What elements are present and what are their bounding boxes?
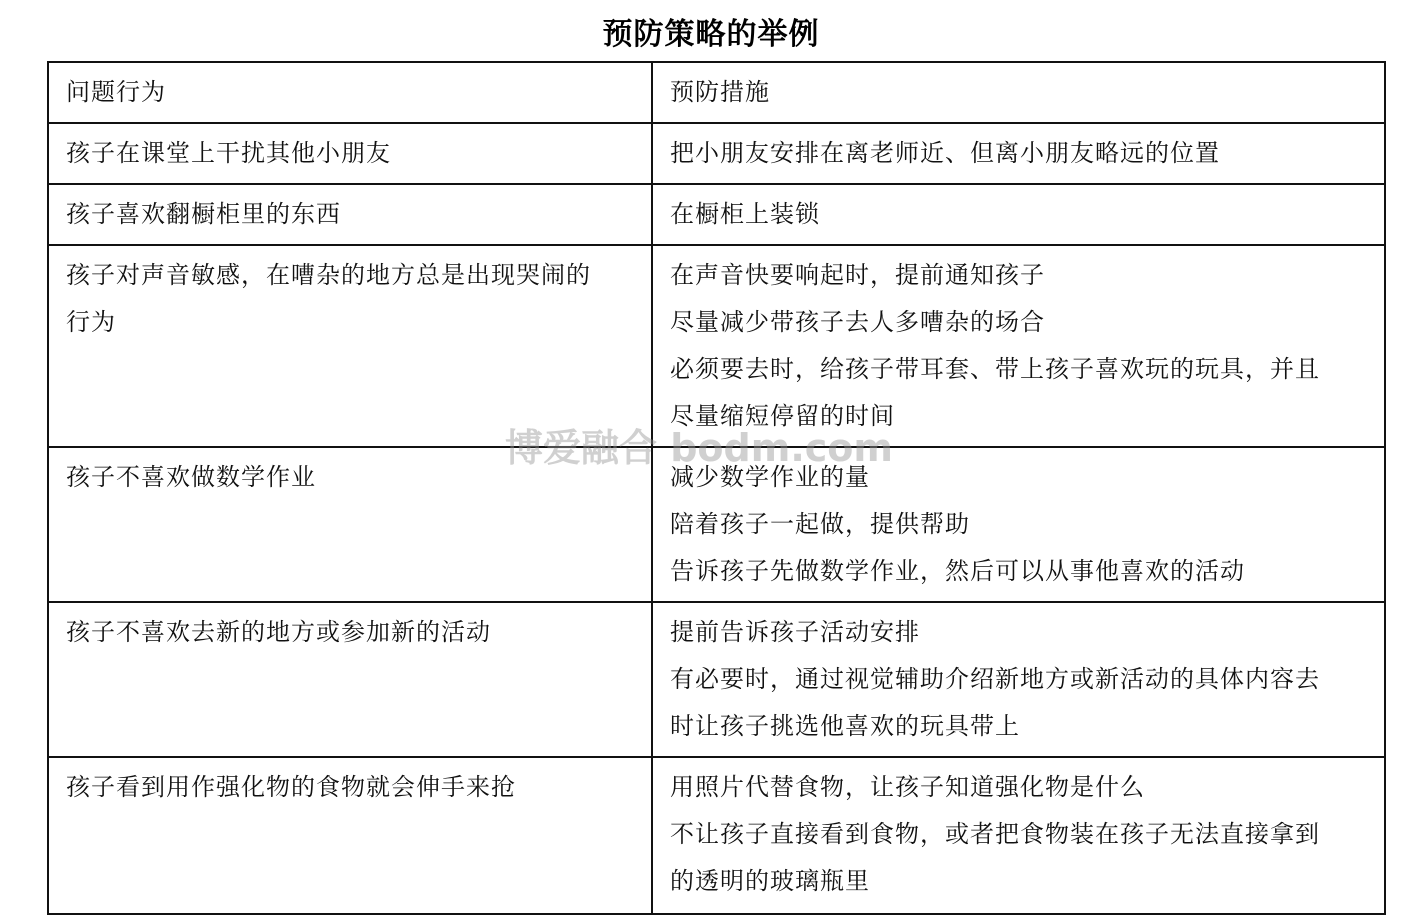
behavior-cell	[48, 123, 652, 184]
prevention-line: 的透明的玻璃瓶里	[670, 867, 870, 895]
prevention-line: 减少数学作业的量	[670, 463, 870, 491]
header-cell-behavior: 问题行为	[48, 62, 652, 123]
behavior-line: 孩子喜欢翻橱柜里的东西	[66, 200, 341, 228]
prevention-line: 必须要去时，给孩子带耳套、带上孩子喜欢玩的玩具，并且	[670, 355, 1320, 383]
table-row	[48, 447, 1385, 602]
table-row	[48, 602, 1385, 757]
prevention-line: 有必要时，通过视觉辅助介绍新地方或新活动的具体内容去	[670, 665, 1320, 693]
prevention-line: 提前告诉孩子活动安排	[670, 618, 920, 646]
prevention-line: 告诉孩子先做数学作业，然后可以从事他喜欢的活动	[670, 557, 1245, 585]
behavior-cell	[48, 757, 652, 914]
prevention-line: 把小朋友安排在离老师近、但离小朋友略远的位置	[670, 139, 1220, 167]
prevention-line: 时让孩子挑选他喜欢的玩具带上	[670, 712, 1020, 740]
prevention-line: 尽量缩短停留的时间	[670, 402, 895, 430]
behavior-cell	[48, 184, 652, 245]
prevention-line: 在橱柜上装锁	[670, 200, 820, 228]
prevention-line: 陪着孩子一起做，提供帮助	[670, 510, 970, 538]
behavior-cell	[48, 447, 652, 602]
table-row	[48, 757, 1385, 914]
behavior-cell	[48, 245, 652, 447]
page-title: 预防策略的举例	[602, 17, 820, 52]
prevention-cell	[652, 757, 1385, 914]
prevention-cell	[652, 245, 1385, 447]
prevention-line: 用照片代替食物，让孩子知道强化物是什么	[670, 773, 1145, 801]
watermark: 博爱融合 bodm.com	[505, 426, 893, 470]
table-row	[48, 245, 1385, 447]
prevention-line: 尽量减少带孩子去人多嘈杂的场合	[670, 308, 1045, 336]
behavior-line: 孩子不喜欢做数学作业	[66, 463, 316, 491]
prevention-strategy-table	[47, 61, 1386, 915]
behavior-line: 行为	[66, 308, 116, 336]
behavior-line: 孩子对声音敏感，在嘈杂的地方总是出现哭闹的	[66, 261, 591, 289]
table-row	[48, 184, 1385, 245]
table-row	[48, 123, 1385, 184]
behavior-line: 孩子看到用作强化物的食物就会伸手来抢	[66, 773, 516, 801]
behavior-line: 孩子在课堂上干扰其他小朋友	[66, 139, 391, 167]
prevention-cell	[652, 184, 1385, 245]
prevention-cell	[652, 447, 1385, 602]
header-cell-prevention: 预防措施	[652, 62, 1385, 123]
behavior-line: 孩子不喜欢去新的地方或参加新的活动	[66, 618, 491, 646]
prevention-line: 在声音快要响起时，提前通知孩子	[670, 261, 1045, 289]
table-header-row	[48, 62, 1385, 123]
behavior-cell	[48, 602, 652, 757]
prevention-cell	[652, 123, 1385, 184]
prevention-cell	[652, 602, 1385, 757]
prevention-line: 不让孩子直接看到食物，或者把食物装在孩子无法直接拿到	[670, 820, 1320, 848]
